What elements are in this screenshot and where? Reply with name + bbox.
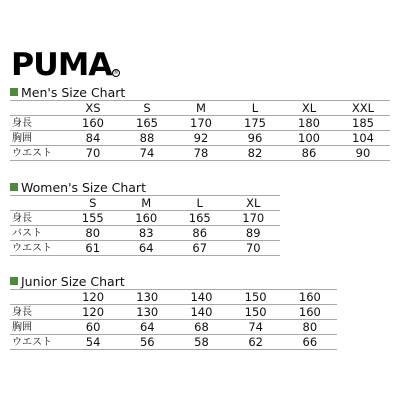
registered-mark: ® xyxy=(112,69,119,76)
row-label: 胸囲 xyxy=(10,320,66,335)
header-cell xyxy=(10,101,66,116)
table-cell: 64 xyxy=(120,241,174,256)
women-size-chart xyxy=(10,179,280,256)
row-label: 胸囲 xyxy=(10,131,66,146)
table-cell: 160 xyxy=(120,211,174,226)
table-cell: 54 xyxy=(66,335,120,350)
table-row xyxy=(10,131,390,146)
junior-size-table xyxy=(10,289,337,350)
table-cell: 155 xyxy=(66,211,120,226)
women-chart-title: Women's Size Chart xyxy=(21,179,146,195)
table-cell: 170 xyxy=(227,211,281,226)
table-cell: 140 xyxy=(174,305,228,320)
table-cell: 160 xyxy=(66,116,120,131)
table-cell: 74 xyxy=(120,146,174,161)
table-row xyxy=(10,226,280,241)
table-cell: 86 xyxy=(282,146,336,161)
table-cell: 61 xyxy=(66,241,120,256)
table-cell: 104 xyxy=(336,131,390,146)
table-cell: 66 xyxy=(283,335,337,350)
row-label: 身長 xyxy=(10,305,66,320)
green-square-icon xyxy=(10,277,18,285)
table-row xyxy=(10,211,280,226)
table-cell: 80 xyxy=(66,226,120,241)
men-size-table xyxy=(10,100,390,161)
table-cell: 82 xyxy=(228,146,282,161)
table-cell: 88 xyxy=(120,131,174,146)
table-row xyxy=(10,305,337,320)
table-cell: 120 xyxy=(66,305,120,320)
men-size-chart xyxy=(10,84,390,161)
table-cell: 64 xyxy=(120,320,174,335)
table-cell: 86 xyxy=(173,226,227,241)
table-row xyxy=(10,241,280,256)
table-row xyxy=(10,335,337,350)
header-cell: L xyxy=(228,101,282,116)
table-cell: 74 xyxy=(229,320,283,335)
row-label: 身長 xyxy=(10,211,66,226)
table-row xyxy=(10,146,390,161)
row-label: ウエスト xyxy=(10,241,66,256)
header-cell: 160 xyxy=(283,290,337,305)
table-cell: 56 xyxy=(120,335,174,350)
table-cell: 67 xyxy=(173,241,227,256)
table-row xyxy=(10,320,337,335)
table-cell: 150 xyxy=(229,305,283,320)
table-cell: 84 xyxy=(66,131,120,146)
table-cell: 62 xyxy=(229,335,283,350)
header-cell: 120 xyxy=(66,290,120,305)
junior-chart-title: Junior Size Chart xyxy=(21,273,125,289)
table-cell: 80 xyxy=(283,320,337,335)
header-cell: 130 xyxy=(120,290,174,305)
header-cell: 140 xyxy=(174,290,228,305)
table-cell: 100 xyxy=(282,131,336,146)
header-cell: M xyxy=(174,101,228,116)
table-cell: 96 xyxy=(228,131,282,146)
men-chart-title: Men's Size Chart xyxy=(21,84,126,100)
header-cell xyxy=(10,196,66,211)
puma-logo xyxy=(11,47,119,83)
header-cell: XL xyxy=(227,196,281,211)
row-label: 身長 xyxy=(10,116,66,131)
table-header-row xyxy=(10,196,280,211)
header-cell: XXL xyxy=(336,101,390,116)
table-header-row xyxy=(10,290,337,305)
header-cell: M xyxy=(120,196,174,211)
table-cell: 83 xyxy=(120,226,174,241)
header-cell: XL xyxy=(282,101,336,116)
junior-chart-heading xyxy=(10,273,337,289)
table-cell: 160 xyxy=(283,305,337,320)
table-cell: 185 xyxy=(336,116,390,131)
table-header-row xyxy=(10,101,390,116)
table-cell: 70 xyxy=(227,241,281,256)
brand-name: PUMA xyxy=(11,47,112,83)
header-cell xyxy=(10,290,66,305)
table-cell: 130 xyxy=(120,305,174,320)
junior-size-chart xyxy=(10,273,337,350)
row-label: ウエスト xyxy=(10,335,66,350)
header-cell: XS xyxy=(66,101,120,116)
table-cell: 165 xyxy=(120,116,174,131)
table-cell: 78 xyxy=(174,146,228,161)
women-chart-heading xyxy=(10,179,280,195)
table-cell: 180 xyxy=(282,116,336,131)
table-cell: 175 xyxy=(228,116,282,131)
green-square-icon xyxy=(10,183,18,191)
green-square-icon xyxy=(10,88,18,96)
table-cell: 165 xyxy=(173,211,227,226)
table-cell: 70 xyxy=(66,146,120,161)
women-size-table xyxy=(10,195,280,256)
table-cell: 170 xyxy=(174,116,228,131)
men-chart-heading xyxy=(10,84,390,100)
header-cell: S xyxy=(120,101,174,116)
header-cell: S xyxy=(66,196,120,211)
table-cell: 60 xyxy=(66,320,120,335)
table-cell: 89 xyxy=(227,226,281,241)
row-label: バスト xyxy=(10,226,66,241)
table-cell: 68 xyxy=(174,320,228,335)
row-label: ウエスト xyxy=(10,146,66,161)
table-row xyxy=(10,116,390,131)
table-cell: 58 xyxy=(174,335,228,350)
header-cell: 150 xyxy=(229,290,283,305)
header-cell: L xyxy=(173,196,227,211)
table-cell: 90 xyxy=(336,146,390,161)
table-cell: 92 xyxy=(174,131,228,146)
